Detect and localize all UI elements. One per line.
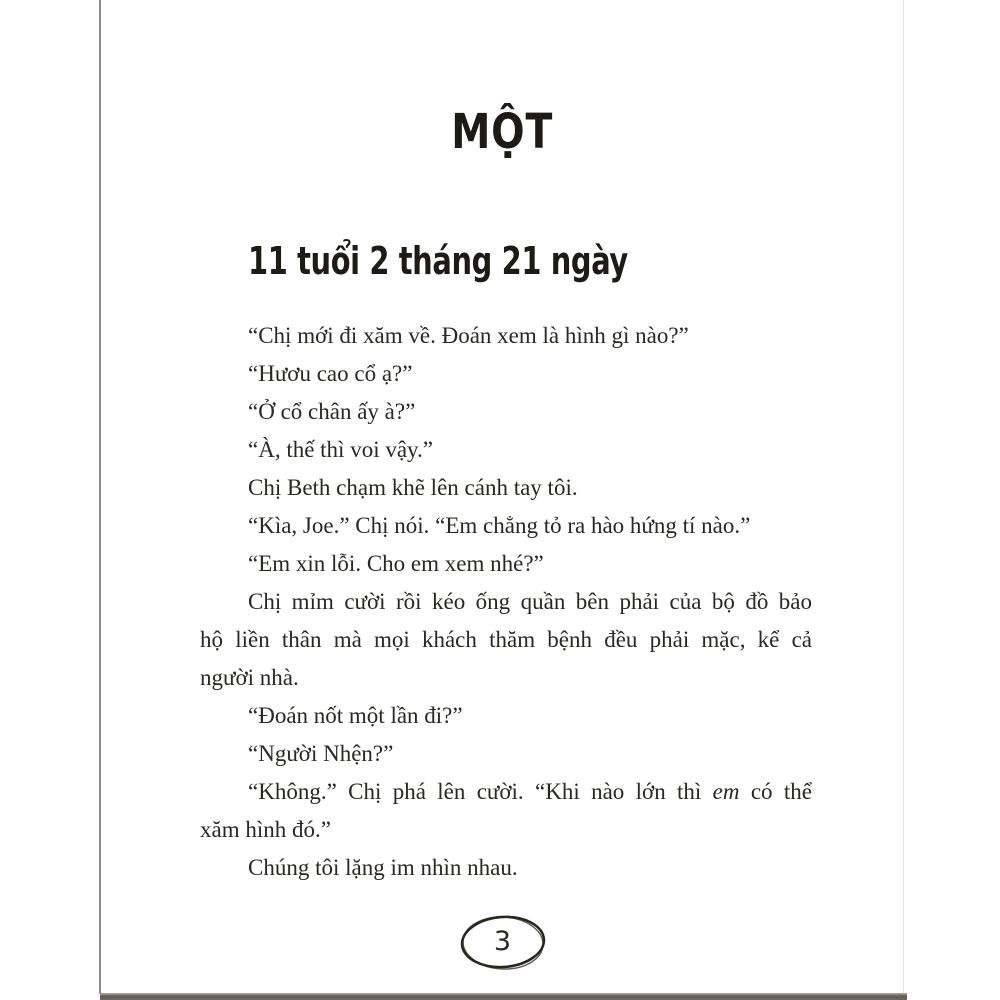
body-text <box>200 317 812 887</box>
body-line <box>200 545 812 583</box>
text-segment: “Ở cổ chân ấy à?” <box>248 399 416 424</box>
body-line <box>200 583 812 621</box>
body-line <box>200 317 812 355</box>
body-line <box>200 393 812 431</box>
text-segment: “Kìa, Joe.” Chị nói. “Em chẳng tỏ ra hào hứng tí nào.” <box>248 513 751 538</box>
body-line <box>200 469 812 507</box>
body-line <box>200 697 812 735</box>
body-line <box>200 355 812 393</box>
page-content <box>100 0 905 993</box>
body-line <box>200 735 812 773</box>
text-segment: “Chị mới đi xăm về. Đoán xem là hình gì nào?” <box>248 323 689 348</box>
text-segment: “Đoán nốt một lần đi?” <box>248 703 463 728</box>
text-segment: xăm hình đó.” <box>200 817 331 842</box>
body-line <box>200 659 812 697</box>
page-number: 3 <box>493 926 512 957</box>
text-segment: “Không.” Chị phá lên cười. “Khi nào lớn thì <box>248 779 713 804</box>
chapter-title <box>100 104 905 160</box>
body-line <box>200 621 812 659</box>
text-segment: Chị mỉm cười rồi kéo ống quần bên phải của bộ đồ bảo <box>248 589 812 614</box>
text-segment: “Hươu cao cổ ạ?” <box>248 361 413 386</box>
text-segment: hộ liền thân mà mọi khách thăm bệnh đều phải mặc, kể cả <box>200 627 812 652</box>
text-segment: “À, thế thì voi vậy.” <box>248 437 434 462</box>
body-line <box>200 773 812 811</box>
emphasis-text: em <box>712 779 740 804</box>
body-line <box>200 811 812 849</box>
body-line <box>200 431 812 469</box>
page-footer <box>100 912 905 976</box>
page-number-badge <box>455 912 551 976</box>
section-heading-text: 11 tuổi 2 tháng 21 ngày <box>248 239 628 283</box>
text-segment: người nhà. <box>200 665 299 690</box>
page-bottom-edge-bar <box>100 993 907 1000</box>
section-heading <box>248 238 748 284</box>
text-segment: “Người Nhện?” <box>248 741 394 766</box>
body-line <box>200 849 812 887</box>
text-segment: “Em xin lỗi. Cho em xem nhé?” <box>248 551 544 576</box>
chapter-title-text: MỘT <box>451 104 554 160</box>
body-line <box>200 507 812 545</box>
text-segment: Chị Beth chạm khẽ lên cánh tay tôi. <box>248 475 578 500</box>
text-segment: Chúng tôi lặng im nhìn nhau. <box>248 855 518 880</box>
text-segment: có thể <box>739 779 813 804</box>
